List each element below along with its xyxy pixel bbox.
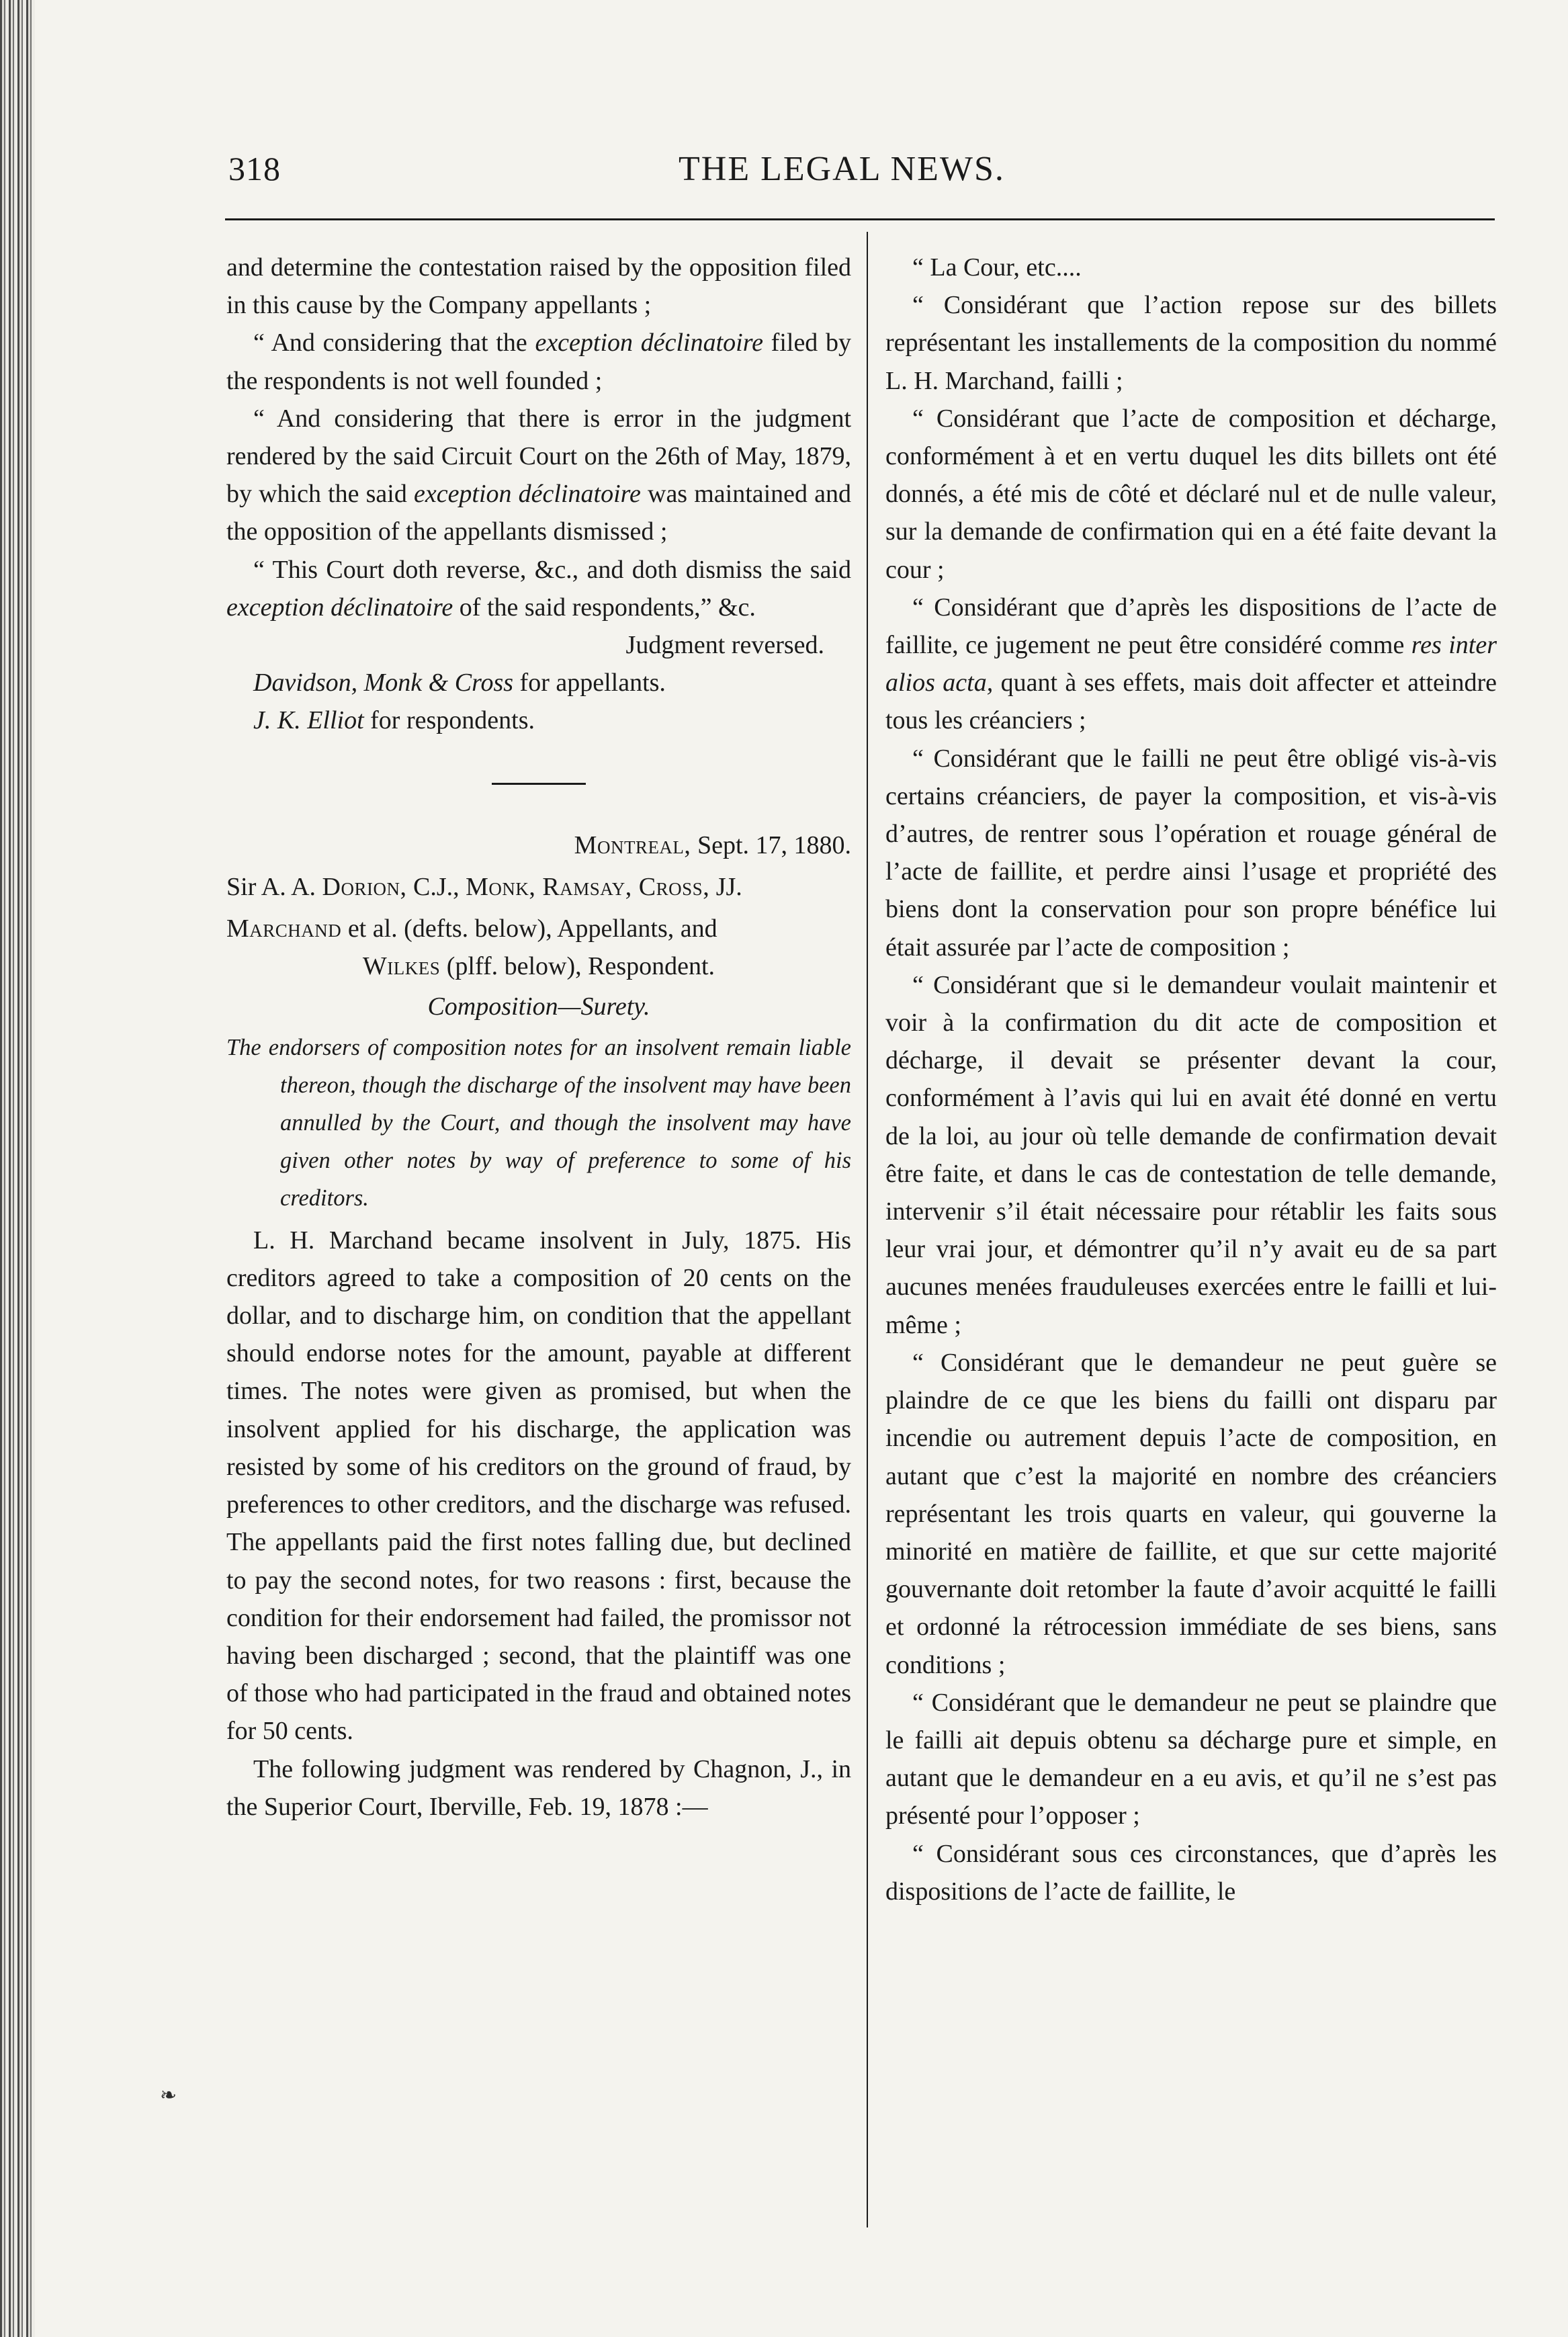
paragraph-considerant-7: “ Considérant que le demandeur ne peut se plaindre que le failli ait depuis obtenu sa décharge pure et simple, en autant que le demandeur en a eu avis, et qu’il ne s’est pas présenté pour l’opposer ; (885, 1688, 1497, 1830)
paragraph-judgment-intro: The following judgment was rendered by Chagnon, J., in the Superior Court, Iberville, Feb. 19, 1878 :— (226, 1754, 851, 1821)
text-run: et al. (defts. below), Appellants, and (347, 915, 717, 943)
section-separator (492, 783, 586, 785)
right-column (885, 249, 1497, 1910)
party-name: Marchand (226, 915, 342, 943)
counsel-name: Davidson, Monk & Cross (253, 669, 514, 697)
italic-term: exception déclinatoire (226, 593, 453, 622)
text-run: quant à ses effets, mais doit affecter et atteindre tous les créanciers ; (885, 669, 1497, 735)
paragraph-la-cour: “ La Cour, etc.... (912, 253, 1082, 282)
judge-names: Monk, Ramsay, Cross, (466, 872, 710, 901)
paragraph-considerant-3 (885, 589, 1497, 740)
party-respondent (226, 947, 851, 985)
text-run: “ And considering that there is error in the judgment rendered by the said Circuit Court on the 26th of May, 1879, by which the said (226, 404, 851, 509)
paragraph-considering-error (226, 400, 851, 551)
paragraph-considerant-2: “ Considérant que l’acte de composition et décharge, conformément à et en vertu duquel les dits billets ont été donnés, a été mis de côté et déclaré nul et de nulle valeur, sur la demande de confirmation qui en a été faite devant la cour ; (885, 404, 1497, 584)
paragraph-continuation: and determine the contestation raised by the opposition filed in this cause by the Company appellants ; (226, 253, 851, 320)
headnote: The endorsers of composition notes for an insolvent remain liable thereon, though the discharge of the insolvent may have been annulled by the Court, and though the insolvent may have given other notes by way of preference to some of his creditors. (226, 1034, 851, 1212)
dateline-date: Sept. 17, 1880. (697, 831, 851, 859)
text-run: was maintained and the opposition of the appellants dismissed ; (226, 480, 852, 546)
text-run: “ Considérant que d’après les dispositions de l’acte de faillite, ce jugement ne peut être considéré comme (885, 593, 1497, 660)
paragraph-facts: L. H. Marchand became insolvent in July, 1875. His creditors agreed to take a composition of 20 cents on the dollar, and to discharge him, on condition that the appellant should endorse notes for the amount, payable at different times. The notes were given as promised, but when the insolvent applied for his discharge, the application was resisted by some of his creditors on the ground of fraud, by preferences to other creditors, and the discharge was refused. The appellants paid the first notes falling due, but declined to pay the second notes, for two reasons : first, because the condition for their endorsement had failed, the promissor not having been discharged ; second, that the plaintiff was one of those who had participated in the fraud and obtained notes for 50 cents. (226, 1226, 851, 1746)
paragraph-considering-exception (226, 324, 851, 399)
paragraph-considerant-5: “ Considérant que si le demandeur voulait maintenir et voir à la confirmation du dit acte de composition et décharge, il devait se présenter devant la cour, conformément à l’avis qui lui en avait été donné en vertu de la loi, au jour où telle demande de confirmation devait être faite, et dans le cas de contestation de telle demande, intervenir s’il était nécessaire pour rétablir les faits sous leur vrai jour, et démontrer qu’il n’y avait eu de sa part aucunes menées frauduleuses exercées entre le failli et lui-même ; (885, 970, 1497, 1339)
paragraph-considerant-6: “ Considérant que le demandeur ne peut guère se plaindre de ce que les biens du failli ont disparu par incendie ou autrement depuis l’acte de composition, en autant que c’est la majorité en nombre des créanciers représentant les trois quarts en valeur, qui gouverne la minorité en matière de faillite, et que sur cette majorité gouvernante doit retomber la faute d’avoir acquitté le failli et ordonné la rétrocession immédiate de ses biens, sans conditions ; (885, 1348, 1497, 1679)
header-rule (225, 218, 1495, 220)
scan-binding-edge (0, 0, 35, 2337)
text-run: “ And considering that the (253, 329, 527, 357)
text-run: (plff. below), Respondent. (446, 952, 715, 981)
dateline-place: Montreal, (574, 831, 691, 859)
text-run: “ This Court doth reverse, &c., and doth dismiss the said (253, 555, 851, 584)
paragraph-considerant-4: “ Considérant que le failli ne peut être obligé vis-à-vis certains créanciers, de payer la composition, et vis-à-vis d’autres, de rentrer sous l’opération et rouage général de l’acte de faillite, et perdre ainsi l’usage et propriété des biens dont la conservation pour son propre bénéfice lui était assurée par l’acte de composition ; (885, 744, 1497, 962)
dateline (226, 826, 851, 864)
counsel-name: J. K. Elliot (253, 706, 364, 735)
text-run: Sir A. A. (226, 872, 316, 901)
bench-line (226, 868, 851, 906)
case-subject: Composition—Surety. (427, 992, 650, 1021)
paragraph-considerant-8: “ Considérant sous ces circonstances, que d’après les dispositions de l’acte de faillite, le (885, 1839, 1497, 1906)
italic-term: exception déclinatoire (535, 329, 763, 357)
text-run: filed by the respondents is not well founded ; (226, 329, 852, 395)
party-name: Wilkes (362, 952, 441, 981)
text-run: of the said respondents,” &c. (459, 593, 756, 622)
running-title: THE LEGAL NEWS. (679, 150, 1005, 188)
page-number: 318 (228, 150, 281, 187)
text-run: C.J., (413, 872, 460, 901)
judge-name: Dorion, (322, 872, 407, 901)
italic-term: exception déclinatoire (413, 480, 641, 509)
counsel-respondents (226, 702, 851, 739)
column-divider (867, 232, 868, 2227)
paragraph-considerant-1: “ Considérant que l’action repose sur des billets représentant les installements de la composition du nommé L. H. Marchand, failli ; (885, 291, 1497, 395)
paragraph-court-reverse (226, 551, 851, 626)
party-appellants (226, 910, 851, 947)
italic-term: res inter alios acta, (885, 631, 1497, 697)
text-run: for appellants. (519, 669, 666, 697)
judgment-line: Judgment reversed. (625, 631, 824, 660)
margin-mark: ❧ (160, 2084, 177, 2107)
text-run: JJ. (715, 872, 742, 901)
counsel-appellants (226, 664, 851, 702)
left-column (226, 249, 851, 1826)
text-run: for respondents. (370, 706, 535, 735)
